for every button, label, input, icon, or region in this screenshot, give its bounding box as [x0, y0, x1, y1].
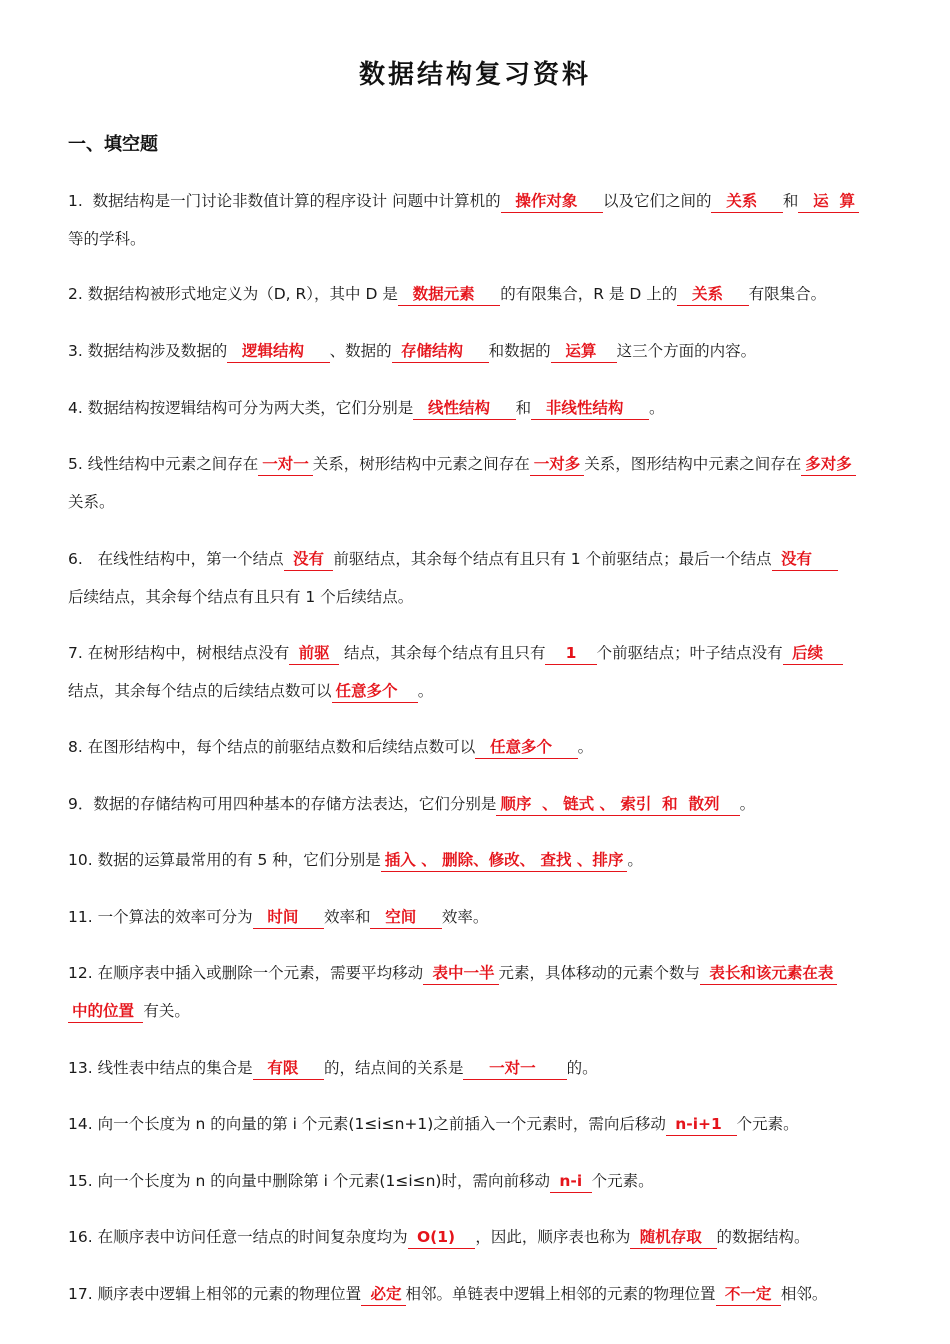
- question-line: [68, 390, 898, 428]
- question-text: 7. 在树形结构中，树根结点没有: [68, 644, 290, 662]
- question-text: 相邻。: [780, 1285, 828, 1303]
- answer-blank: 有限: [253, 1057, 324, 1080]
- question-text: 17. 顺序表中逻辑上相邻的元素的物理位置: [68, 1285, 362, 1303]
- question-text: 。: [627, 851, 643, 869]
- answer-blank: 一对一: [258, 453, 313, 476]
- question-text: 。: [739, 795, 756, 813]
- question-text: 有关。: [143, 1001, 190, 1020]
- question-line: [68, 1106, 898, 1144]
- question-text: 15. 向一个长度为 n 的向量中删除第 i 个元素(1≤i≤n)时，需向前移动: [68, 1172, 550, 1190]
- answer-blank: 表中一半: [423, 962, 498, 985]
- question-text: 关系，树形结构中元素之间存在: [312, 455, 530, 473]
- question-10: [68, 842, 898, 880]
- answer-blank: 关系: [677, 283, 748, 306]
- question-16: [68, 1219, 898, 1257]
- answer-blank: 不一定: [716, 1283, 781, 1306]
- answer-blank: 中的位置: [68, 1000, 143, 1023]
- question-text: 以及它们之间的: [602, 192, 712, 210]
- question-1: [68, 183, 898, 258]
- question-11: [68, 899, 898, 937]
- question-text: 结点，其余每个结点的后续结点数可以: [68, 681, 332, 700]
- question-text: 1. 数据结构是一门讨论非数值计算的程序设计 问题中计算机的: [68, 192, 501, 210]
- question-4: [68, 390, 898, 428]
- answer-blank: 必定: [361, 1283, 405, 1306]
- question-text: 等的学科。: [68, 229, 146, 248]
- question-line: [68, 899, 898, 937]
- answer-blank: 没有: [772, 548, 838, 571]
- question-text: 9．数据的存储结构可用四种基本的存储方法表达，它们分别是: [68, 795, 497, 813]
- question-text: 。: [649, 399, 665, 417]
- question-line: [68, 635, 898, 673]
- question-text: 的数据结构。: [716, 1228, 810, 1246]
- question-3: [68, 333, 898, 371]
- answer-blank: 逻辑结构: [227, 340, 329, 363]
- answer-blank: 多对多: [801, 453, 856, 476]
- answer-blank: 线性结构: [413, 397, 515, 420]
- question-line: [68, 276, 898, 314]
- question-text: 这三个方面的内容。: [616, 342, 757, 360]
- question-line: [68, 183, 898, 221]
- question-text: 效率和: [323, 908, 371, 926]
- question-text: 和: [515, 399, 532, 417]
- answer-blank: 没有: [284, 548, 334, 571]
- question-text: 16. 在顺序表中访问任意一结点的时间复杂度均为: [68, 1228, 408, 1246]
- answer-blank: 任意多个: [475, 736, 577, 759]
- question-text: 。: [417, 681, 434, 700]
- question-text: 11. 一个算法的效率可分为: [68, 908, 253, 926]
- question-7: [68, 635, 898, 710]
- question-text: 和数据的: [488, 342, 551, 360]
- question-line: [68, 842, 898, 880]
- answer-blank: O(1): [408, 1226, 476, 1249]
- question-14: [68, 1106, 898, 1144]
- question-text: 关系，图形结构中元素之间存在: [584, 455, 802, 473]
- question-text: 个元素。: [591, 1172, 654, 1190]
- section-heading: 一、填空题: [68, 134, 158, 155]
- answer-blank: 后续: [783, 642, 844, 665]
- answer-blank: 一对多: [530, 453, 585, 476]
- question-text: 相邻。单链表中逻辑上相邻的元素的物理位置: [405, 1285, 716, 1303]
- question-6: [68, 541, 898, 616]
- question-text: 3. 数据结构涉及数据的: [68, 342, 228, 360]
- question-line: [68, 673, 898, 711]
- answer-blank: 运算: [551, 340, 617, 363]
- answer-blank: 关系: [711, 190, 782, 213]
- answer-blank: 插入 、 删除、修改、 查找 、排序: [381, 849, 628, 872]
- question-text: 13. 线性表中结点的集合是: [68, 1059, 253, 1077]
- answer-blank: 一对一: [463, 1057, 566, 1080]
- question-text: 和: [782, 192, 799, 210]
- question-text: 的有限集合，R 是 D 上的: [500, 285, 678, 303]
- question-line: [68, 221, 898, 259]
- question-text: 6. 在线性结构中，第一个结点: [68, 550, 284, 568]
- question-text: 结点，其余每个结点有且只有: [339, 644, 546, 662]
- question-text: 元素，具体移动的元素个数与: [498, 964, 701, 982]
- question-text: 4. 数据结构按逻辑结构可分为两大类，它们分别是: [68, 399, 414, 417]
- question-15: [68, 1163, 898, 1201]
- question-text: 关系。: [68, 492, 115, 511]
- answer-blank: 顺序 、 链式 、 索引 和 散列: [496, 793, 739, 816]
- answer-blank: 表长和该元素在表: [700, 962, 837, 985]
- question-text: 前驱结点，其余每个结点有且只有 1 个前驱结点；最后一个结点: [333, 550, 772, 568]
- question-text: 个前驱结点；叶子结点没有: [596, 644, 783, 662]
- question-line: [68, 729, 898, 767]
- answer-blank: 运 算: [798, 190, 859, 213]
- question-12: [68, 955, 898, 1030]
- question-5: [68, 446, 898, 521]
- question-line: [68, 955, 898, 993]
- question-text: 效率。: [441, 908, 489, 926]
- page-title: 数据结构复习资料: [358, 60, 591, 90]
- question-text: 2. 数据结构被形式地定义为（D, R），其中 D 是: [68, 285, 398, 303]
- question-text: 14. 向一个长度为 n 的向量的第 i 个元素(1≤i≤n+1)之前插入一个元素时，需向后移动: [68, 1115, 666, 1133]
- question-text: 10. 数据的运算最常用的有 5 种，它们分别是: [68, 851, 381, 869]
- answer-blank: n-i+1: [666, 1113, 737, 1136]
- question-text: ，因此，顺序表也称为: [475, 1228, 631, 1246]
- question-9: [68, 786, 898, 824]
- answer-blank: 时间: [253, 906, 324, 929]
- question-text: 12. 在顺序表中插入或删除一个元素，需要平均移动: [68, 964, 424, 982]
- answer-blank: 数据元素: [398, 283, 500, 306]
- question-line: [68, 541, 898, 579]
- question-line: [68, 786, 898, 824]
- question-text: 的。: [566, 1059, 598, 1077]
- question-line: [68, 993, 898, 1031]
- question-text: 。: [577, 738, 594, 756]
- answer-blank: 任意多个: [332, 680, 418, 703]
- answer-blank: 随机存取: [630, 1226, 716, 1249]
- answer-blank: 空间: [370, 906, 441, 929]
- question-text: 个元素。: [736, 1115, 799, 1133]
- question-text: 的，结点间的关系是: [323, 1059, 464, 1077]
- question-text: 5. 线性结构中元素之间存在: [68, 455, 259, 473]
- question-line: [68, 1163, 898, 1201]
- question-text: 有限集合。: [748, 285, 827, 303]
- question-2: [68, 276, 898, 314]
- question-17: [68, 1276, 898, 1314]
- answer-blank: 存储结构: [392, 340, 489, 363]
- question-line: [68, 1219, 898, 1257]
- answer-blank: 1: [545, 642, 596, 665]
- question-line: [68, 1050, 898, 1088]
- question-line: [68, 333, 898, 371]
- question-line: [68, 1276, 898, 1314]
- answer-blank: 前驱: [289, 642, 339, 665]
- answer-blank: 非线性结构: [531, 397, 649, 420]
- answer-blank: n-i: [550, 1170, 592, 1193]
- question-8: [68, 729, 898, 767]
- question-text: 、数据的: [329, 342, 392, 360]
- question-text: 后续结点，其余每个结点有且只有 1 个后续结点。: [68, 587, 414, 606]
- question-text: 8. 在图形结构中，每个结点的前驱结点数和后续结点数可以: [68, 738, 476, 756]
- answer-blank: 操作对象: [501, 190, 603, 213]
- question-13: [68, 1050, 898, 1088]
- question-line: [68, 484, 898, 522]
- question-line: [68, 446, 898, 484]
- question-line: [68, 579, 898, 617]
